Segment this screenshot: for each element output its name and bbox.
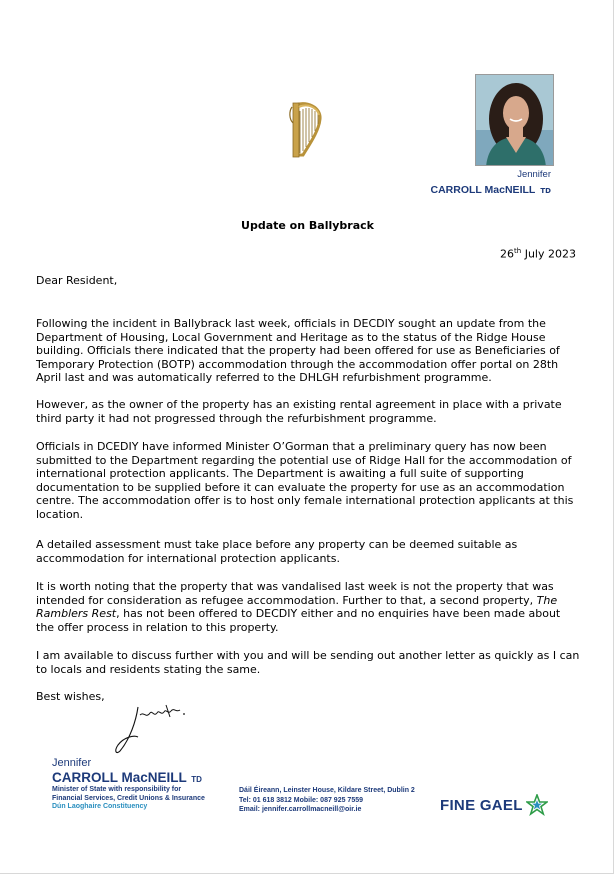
paragraph-2 [36,398,581,425]
harp-icon [287,101,325,159]
footer-first-name: Jennifer [52,757,92,769]
paragraph-3 [36,440,581,521]
party-logo [440,794,548,816]
paragraph-5 [36,580,581,634]
paragraph-4 [36,538,581,565]
paragraph-text: I am available to discuss further with you and will be sending out another letter as quickly as I can to locals and residents stating the same. [36,649,580,676]
paragraph-text: Officials in DCEDIY have informed Minister O’Gorman that a preliminary query has now been submitted to the Department regarding the potential use of Ridge Hall for the accommodation of international protection applicants. The Department is awaiting a full suite of supporting documentation to be supplied before it can evaluate the property for use as an accommodation centre. The accommodation offer is to host only female international protection applicants at this location. [36,440,574,521]
paragraph-text: Following the incident in Ballybrack last week, officials in DECDIY sought an update from the Department of Housing, Local Government and Heritage as to the status of the Ridge House building. Officials there indicated that the property had been offered for use as Beneficiaries of Temporary Protection (BOTP) accommodation through the accommodation offer portal on 28th April last and was automatically referred to the DHLGH refurbishment programme. [36,317,560,384]
header-first-name: Jennifer [517,169,551,180]
letter-title: Update on Ballybrack [241,219,374,232]
letter-date [500,247,576,261]
email-line: Email: jennifer.carrollmacneill@oir.ie [239,806,362,813]
salutation-text: Dear Resident, [36,274,118,287]
footer-name-block [52,758,202,786]
header-td-suffix: TD [540,186,551,195]
paragraph-5-part-2: , has not been offered to DECDIY either and no enquiries have been made about the offer process in relation to this property. [36,607,561,634]
role-line-2: Financial Services, Credit Unions & Insurance [52,794,205,802]
paragraph-text: However, as the owner of the property has an existing rental agreement in place with a private third party it had not progressed through the refurbishment programme. [36,398,562,425]
star-icon [526,794,548,816]
paragraph-6 [36,649,581,676]
paragraph-1 [36,317,581,385]
date-day: 26 [500,247,515,261]
handwritten-signature [108,701,198,759]
paragraph-text [36,580,581,634]
closing-text: Best wishes, [36,690,105,703]
portrait-photo [475,74,554,166]
address-line: Dáil Éireann, Leinster House, Kildare Street, Dublin 2 [239,787,415,794]
property-name-italic: The Ramblers Rest [36,593,558,620]
constituency: Dún Laoghaire Constituency [52,803,148,810]
header-last-name: CARROLL MacNEILL [430,183,536,196]
date-rest: July 2023 [521,247,576,261]
salutation [36,274,581,288]
footer-last-name: CARROLL MacNEILL [52,769,187,785]
header-name-block [431,170,552,197]
paragraph-text: A detailed assessment must take place before any property can be deemed suitable as accommodation for international protection applicants. [36,538,518,565]
phone-line: Tel: 01 618 3812 Mobile: 087 925 7559 [239,796,364,804]
date-suffix: th [514,247,522,255]
footer-td-suffix: TD [191,774,202,784]
footer-contact [239,786,415,815]
party-name: FINE GAEL [440,796,523,814]
footer-role [52,786,205,812]
role-line-1: Minister of State with responsibility for [52,786,182,793]
paragraph-5-part-1: It is worth noting that the property that was vandalised last week is not the property that was intended for consideration as refugee accommodation. Further to that, a second property, [36,580,554,607]
